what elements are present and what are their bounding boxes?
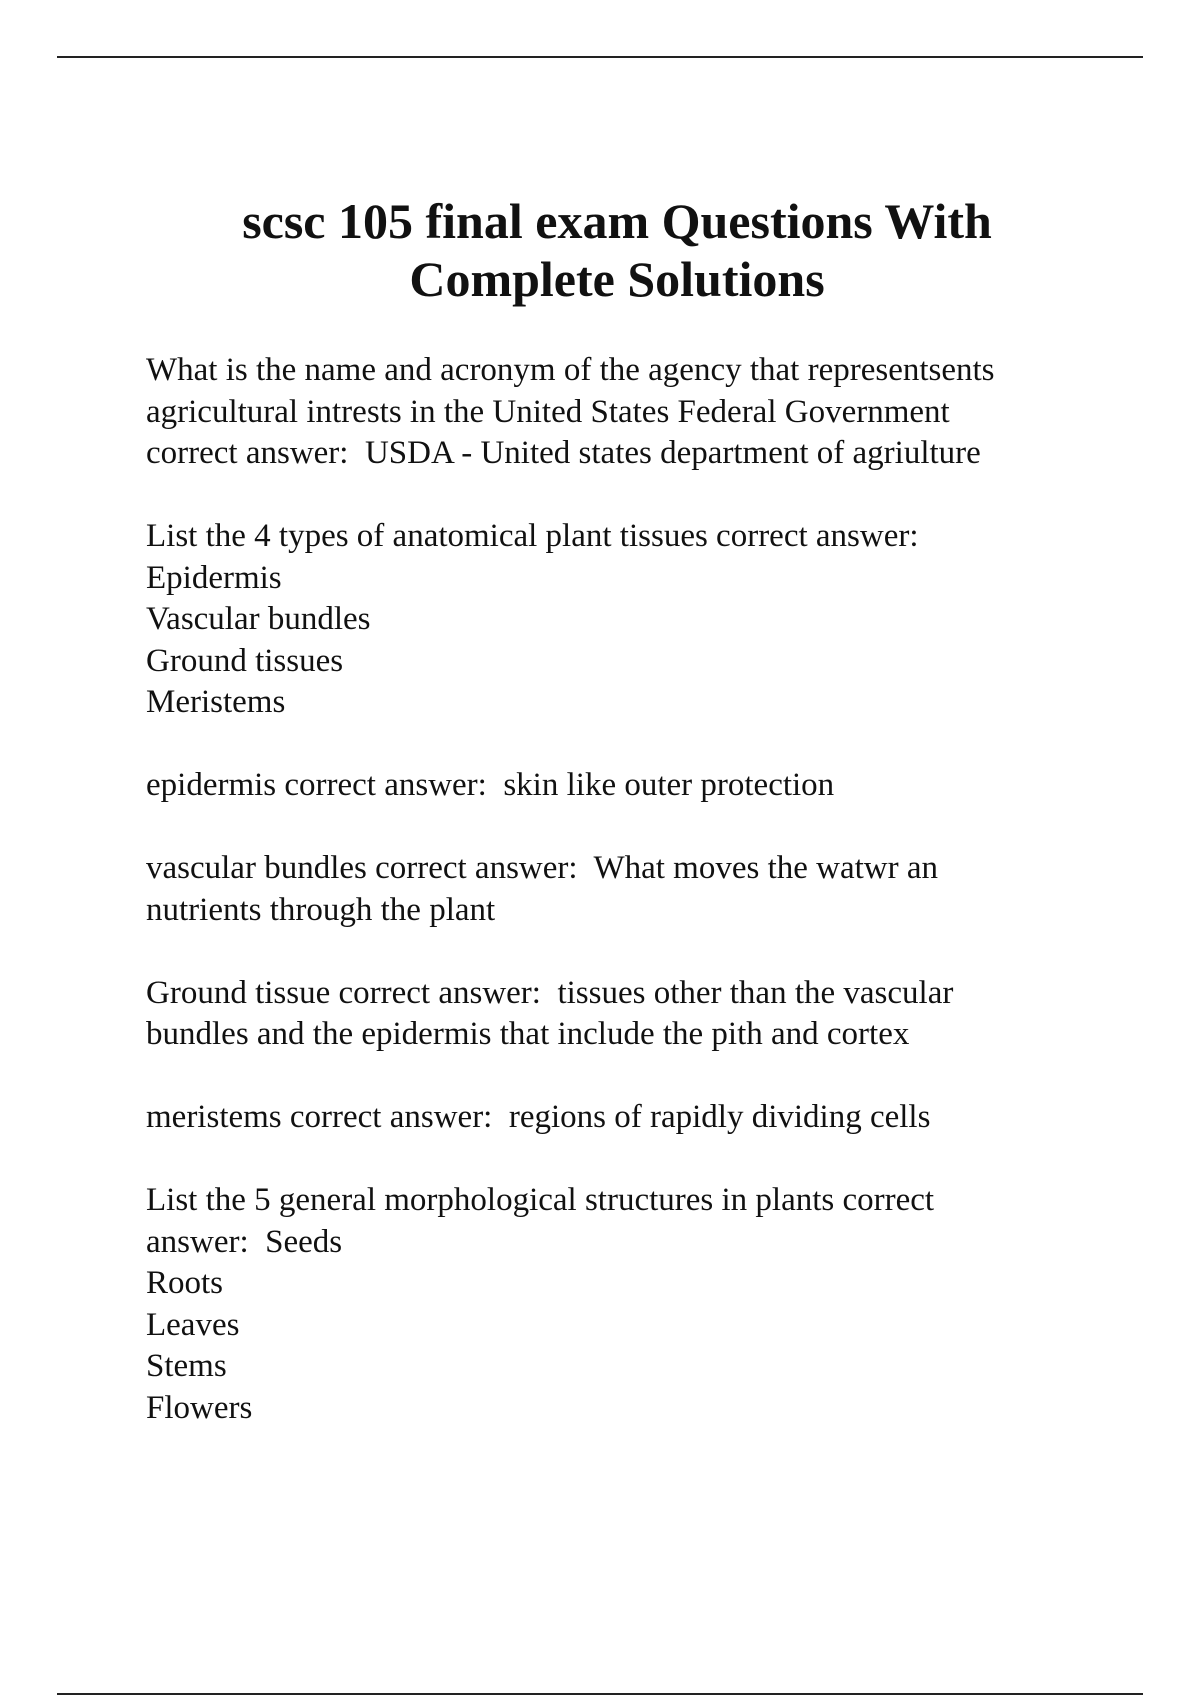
qa-line: Meristems xyxy=(146,684,286,720)
qa-line: Roots xyxy=(146,1265,224,1301)
qa-line: List the 5 general morphological structures in plants correct xyxy=(146,1182,935,1218)
qa-block-usda xyxy=(146,350,1146,475)
qa-line: Stems xyxy=(146,1348,227,1384)
qa-line: Vascular bundles xyxy=(146,601,371,637)
qa-line: vascular bundles correct answer: What moves the watwr an xyxy=(146,850,939,886)
qa-block-epidermis xyxy=(146,765,1146,807)
qa-block-morphological-structures xyxy=(146,1180,1146,1429)
qa-line: answer: Seeds xyxy=(146,1223,343,1260)
qa-line: Ground tissues xyxy=(146,642,344,679)
title-line: scsc 105 final exam Questions With xyxy=(242,193,992,249)
qa-line: What is the name and acronym of the agency that representsents xyxy=(146,352,995,388)
qa-block-meristems xyxy=(146,1097,1146,1139)
qa-block-ground-tissue xyxy=(146,973,1146,1056)
page-title xyxy=(0,192,1200,308)
qa-line: bundles and the epidermis that include the pith and cortex xyxy=(146,1016,910,1052)
bottom-divider xyxy=(57,1693,1143,1695)
qa-line: Leaves xyxy=(146,1306,240,1343)
top-divider xyxy=(57,56,1143,58)
qa-line: nutrients through the plant xyxy=(146,891,496,928)
qa-line: epidermis correct answer: skin like outer protection xyxy=(146,767,835,803)
qa-line: agricultural intrests in the United States Federal Government xyxy=(146,393,950,430)
title-line: Complete Solutions xyxy=(409,251,825,307)
qa-content xyxy=(146,350,1146,1471)
qa-line: Ground tissue correct answer: tissues other than the vascular xyxy=(146,974,954,1011)
qa-block-plant-tissues xyxy=(146,516,1146,724)
qa-line: Flowers xyxy=(146,1389,253,1426)
qa-line: meristems correct answer: regions of rapidly dividing cells xyxy=(146,1099,931,1135)
qa-line: List the 4 types of anatomical plant tissues correct answer: xyxy=(146,518,919,554)
qa-line: correct answer: USDA - United states department of agriulture xyxy=(146,435,981,471)
qa-line: Epidermis xyxy=(146,559,282,596)
qa-block-vascular-bundles xyxy=(146,848,1146,931)
